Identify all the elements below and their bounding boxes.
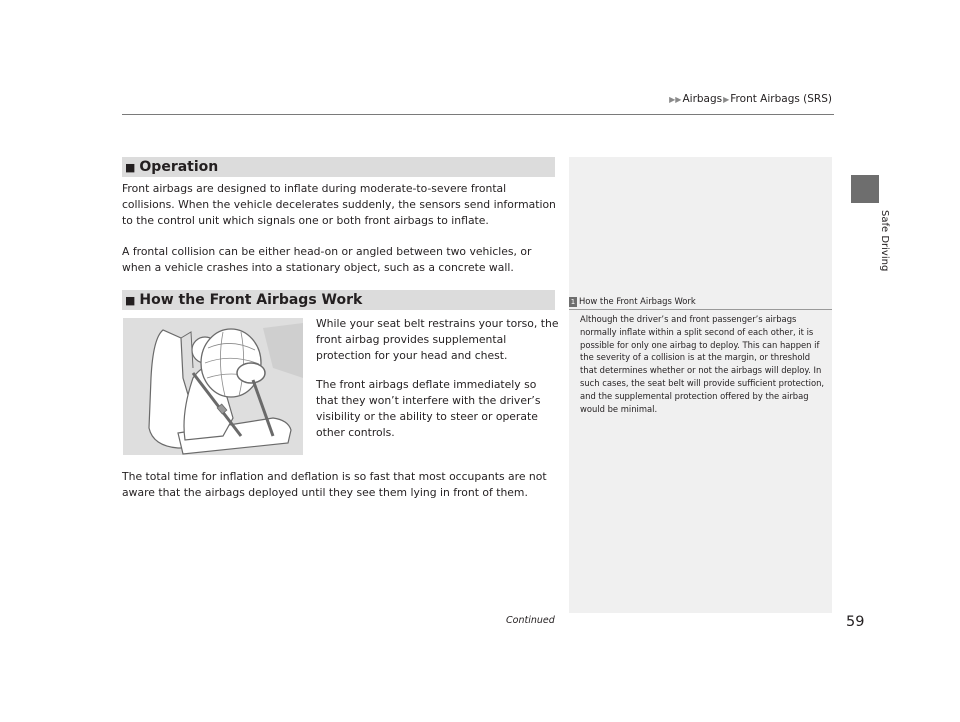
breadcrumb-arrow-icon: ▶▶ <box>669 95 682 104</box>
breadcrumb-item-airbags[interactable]: Airbags <box>682 93 723 105</box>
operation-paragraph-2: A frontal collision can be either head-on or angled between two vehicles, or when a vehicle crashes into a stationary object, such as a concrete wall. <box>122 245 532 274</box>
operation-paragraph-1: Front airbags are designed to inflate during moderate-to-severe frontal collisions. When the vehicle decelerates suddenly, the sensors send information to the control unit which signals one or both front airbags to inflate. <box>122 182 556 227</box>
note-divider <box>569 309 832 310</box>
note-heading <box>569 296 832 307</box>
page-number: 59 <box>846 614 865 630</box>
chapter-tab-label: Safe Driving <box>879 210 890 272</box>
driver-airbag-icon <box>123 318 303 455</box>
how-airbags-work-paragraph-1: While your seat belt restrains your torso, the front airbag provides supplemental protection for your head and chest. <box>316 317 559 362</box>
continued-label: Continued <box>506 615 555 626</box>
breadcrumb-item-front-airbags[interactable]: Front Airbags (SRS) <box>730 93 832 105</box>
breadcrumb <box>668 93 832 105</box>
how-airbags-work-paragraph-3: The total time for inflation and deflation is so fast that most occupants are not aware that the airbags deployed until they see them lying in front of them. <box>122 470 547 499</box>
note-number-badge: 1 <box>570 298 576 306</box>
header-divider <box>122 114 834 115</box>
note-body: Although the driver’s and front passenger’s airbags normally inflate within a split second of each other, it is possible for only one airbag to deploy. This can happen if the severity of a collision is at the margin, or threshold that determines whether or not the airbags will deploy. In such cases, the seat belt will provide sufficient protection, and the supplemental protection offered by the airbag would be minimal. <box>580 314 825 414</box>
chapter-tab-marker[interactable] <box>851 175 879 203</box>
breadcrumb-arrow-icon: ▶ <box>723 95 730 104</box>
section-heading-operation <box>122 157 555 177</box>
section-marker-icon: ■ <box>125 293 136 307</box>
section-heading-how-airbags-work <box>122 290 555 310</box>
section-title: Operation <box>139 159 219 175</box>
section-title: How the Front Airbags Work <box>139 292 363 308</box>
airbag-deployment-illustration <box>123 318 303 455</box>
note-title[interactable]: How the Front Airbags Work <box>579 296 696 306</box>
section-marker-icon: ■ <box>125 160 136 174</box>
how-airbags-work-paragraph-2: The front airbags deflate immediately so that they won’t interfere with the driver’s visibility or the ability to steer or operate other controls. <box>316 378 541 439</box>
